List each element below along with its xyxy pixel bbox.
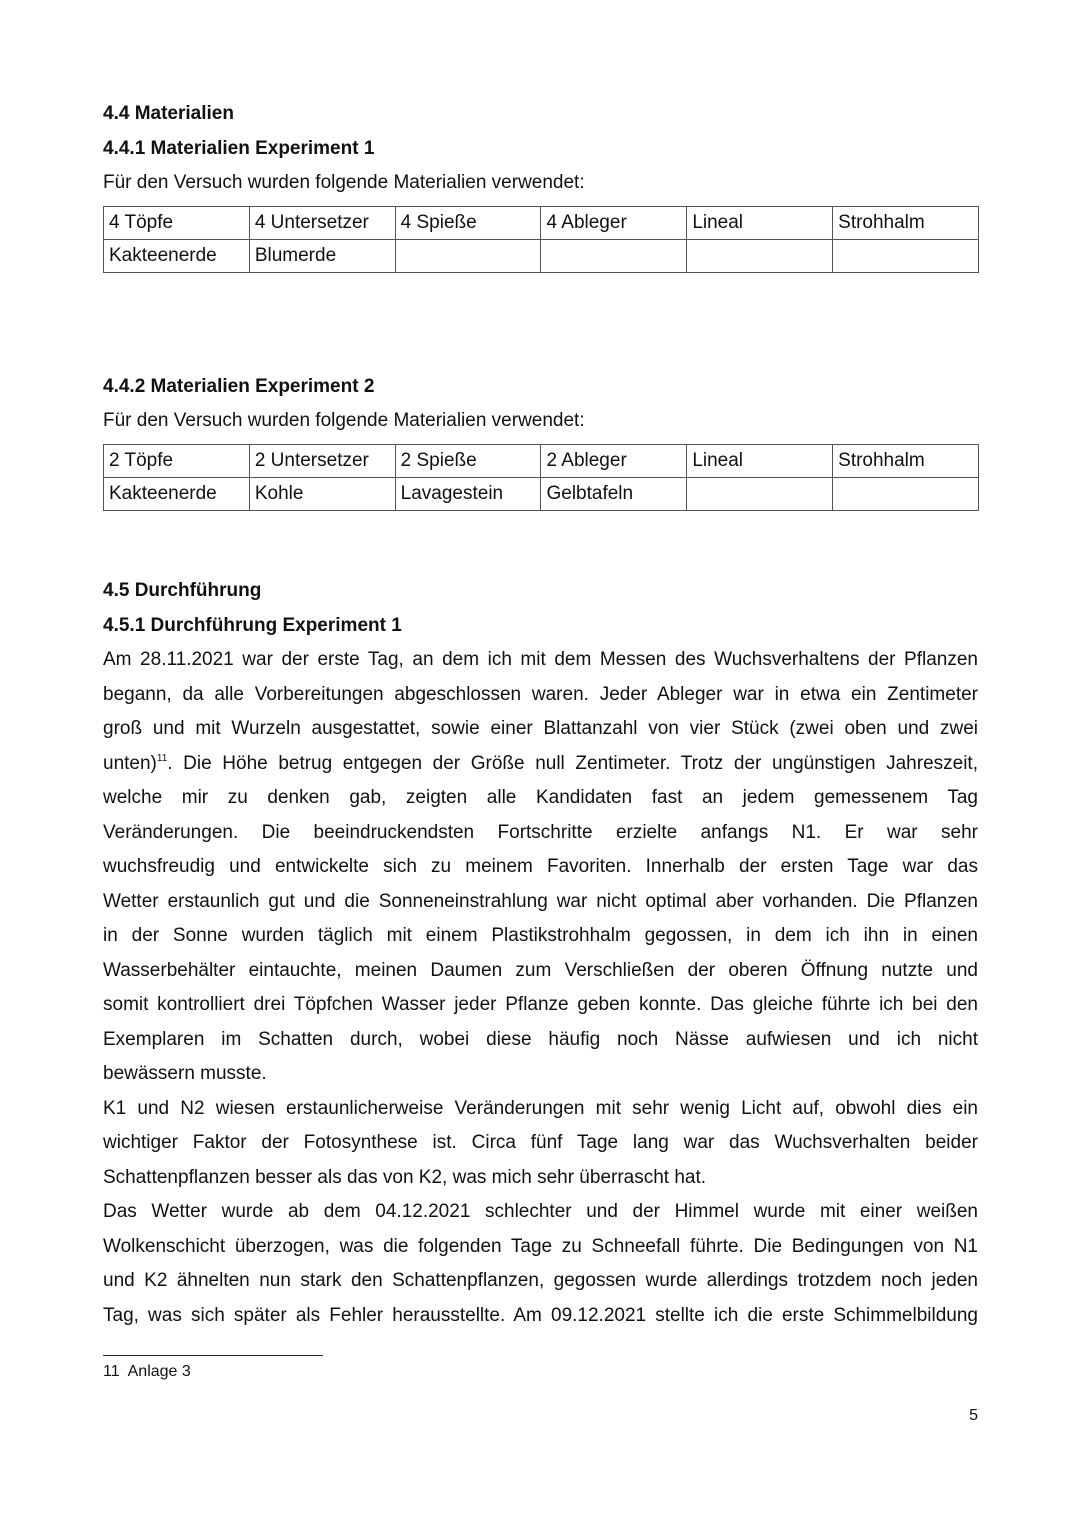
materials-table-2 <box>103 444 979 511</box>
table-cell: 4 Ableger <box>541 207 687 240</box>
materials-intro-1: Für den Versuch wurden folgende Materialien verwendet: <box>103 172 585 193</box>
text-line: wuchsfreudig und entwickelte sich zu meinem Favoriten. Innerhalb der ersten Tage war das <box>103 856 978 877</box>
table-cell: Kakteenerde <box>104 478 250 511</box>
text-line: bewässern musste. <box>103 1063 267 1084</box>
footnote-text: Anlage 3 <box>127 1363 191 1380</box>
table-cell <box>687 240 833 273</box>
table-cell: 4 Untersetzer <box>249 207 395 240</box>
subsection-heading-4-5-1: 4.5.1 Durchführung Experiment 1 <box>103 615 402 636</box>
table-cell: Strohhalm <box>833 207 979 240</box>
table-cell <box>395 240 541 273</box>
text-line: Veränderungen. Die beeindruckendsten Fortschritte erzielte anfangs N1. Er war sehr <box>103 821 978 843</box>
table-cell: Lineal <box>687 445 833 478</box>
table-cell: 2 Töpfe <box>104 445 250 478</box>
footnote-number: 11 <box>103 1363 120 1380</box>
materials-table-1 <box>103 206 979 273</box>
materials-intro-2: Für den Versuch wurden folgende Materialien verwendet: <box>103 410 585 431</box>
table-row <box>104 445 979 478</box>
text-line: und K2 ähnelten nun stark den Schattenpflanzen, gegossen wurde allerdings trotzdem noch jeden <box>103 1270 978 1291</box>
table-cell: Gelbtafeln <box>541 478 687 511</box>
table-cell <box>541 240 687 273</box>
table-cell: Blumerde <box>249 240 395 273</box>
text-line: welche mir zu denken gab, zeigten alle Kandidaten fast an jedem gemessenem Tag <box>103 787 978 808</box>
text-line: Wolkenschicht überzogen, was die folgenden Tage zu Schneefall führte. Die Bedingungen von N1 <box>103 1235 978 1257</box>
footnote-reference[interactable]: 11 <box>156 752 168 764</box>
table-cell <box>833 240 979 273</box>
body-paragraphs <box>103 643 978 1333</box>
text-line: in der Sonne wurden täglich mit einem Plastikstrohhalm gegossen, in dem ich ihn in einen <box>103 925 978 946</box>
table-cell: Lavagestein <box>395 478 541 511</box>
footnote <box>103 1362 191 1382</box>
table-cell: Kakteenerde <box>104 240 250 273</box>
subsection-heading-4-4-2: 4.4.2 Materialien Experiment 2 <box>103 376 375 397</box>
table-cell: 2 Untersetzer <box>249 445 395 478</box>
text-line: K1 und N2 wiesen erstaunlicherweise Veränderungen mit sehr wenig Licht auf, obwohl dies ein <box>103 1097 978 1119</box>
text-line: Das Wetter wurde ab dem 04.12.2021 schlechter und der Himmel wurde mit einer weißen <box>103 1201 978 1222</box>
text-fragment: . Die Höhe betrug entgegen der Größe null Zentimeter. Trotz der ungünstigen Jahreszeit, <box>167 752 978 774</box>
table-cell: 4 Spieße <box>395 207 541 240</box>
text-line: Schattenpflanzen besser als das von K2, was mich sehr überrascht hat. <box>103 1166 707 1188</box>
table-cell: 4 Töpfe <box>104 207 250 240</box>
table-cell: Lineal <box>687 207 833 240</box>
text-line: Wasserbehälter eintauchte, meinen Daumen zum Verschließen der oberen Öffnung nutzte und <box>103 959 978 981</box>
table-cell: 2 Spieße <box>395 445 541 478</box>
table-cell: 2 Ableger <box>541 445 687 478</box>
text-line: Tag, was sich später als Fehler herausstellte. Am 09.12.2021 stellte ich die erste Schimmelbildung <box>103 1304 978 1326</box>
table-row <box>104 240 979 273</box>
text-line: somit kontrolliert drei Töpfchen Wasser jeder Pflanze geben konnte. Das gleiche führte ich bei den <box>103 994 978 1015</box>
page-number: 5 <box>969 1407 978 1424</box>
text-fragment: unten) <box>103 752 157 774</box>
text-line: Exemplaren im Schatten durch, wobei diese häufig noch Nässe aufwiesen und ich nicht <box>103 1028 978 1050</box>
section-heading-4-4: 4.4 Materialien <box>103 103 234 124</box>
text-line: Am 28.11.2021 war der erste Tag, an dem ich mit dem Messen des Wuchsverhaltens der Pflanzen <box>103 649 978 670</box>
text-line: groß und mit Wurzeln ausgestattet, sowie einer Blattanzahl von vier Stück (zwei oben und zwei <box>103 718 978 739</box>
table-cell: Strohhalm <box>833 445 979 478</box>
text-line-with-footnote <box>103 747 978 782</box>
text-line: begann, da alle Vorbereitungen abgeschlossen waren. Jeder Ableger war in etwa ein Zentimeter <box>103 683 978 705</box>
table-cell <box>833 478 979 511</box>
table-row <box>104 207 979 240</box>
table-row <box>104 478 979 511</box>
table-cell: Kohle <box>249 478 395 511</box>
text-line: Wetter erstaunlich gut und die Sonneneinstrahlung war nicht optimal aber vorhanden. Die Pflanzen <box>103 890 978 912</box>
footnote-separator <box>103 1355 323 1356</box>
subsection-heading-4-4-1: 4.4.1 Materialien Experiment 1 <box>103 138 375 159</box>
table-cell <box>687 478 833 511</box>
section-heading-4-5: 4.5 Durchführung <box>103 580 262 601</box>
text-line: wichtiger Faktor der Fotosynthese ist. Circa fünf Tage lang war das Wuchsverhalten beider <box>103 1132 978 1153</box>
